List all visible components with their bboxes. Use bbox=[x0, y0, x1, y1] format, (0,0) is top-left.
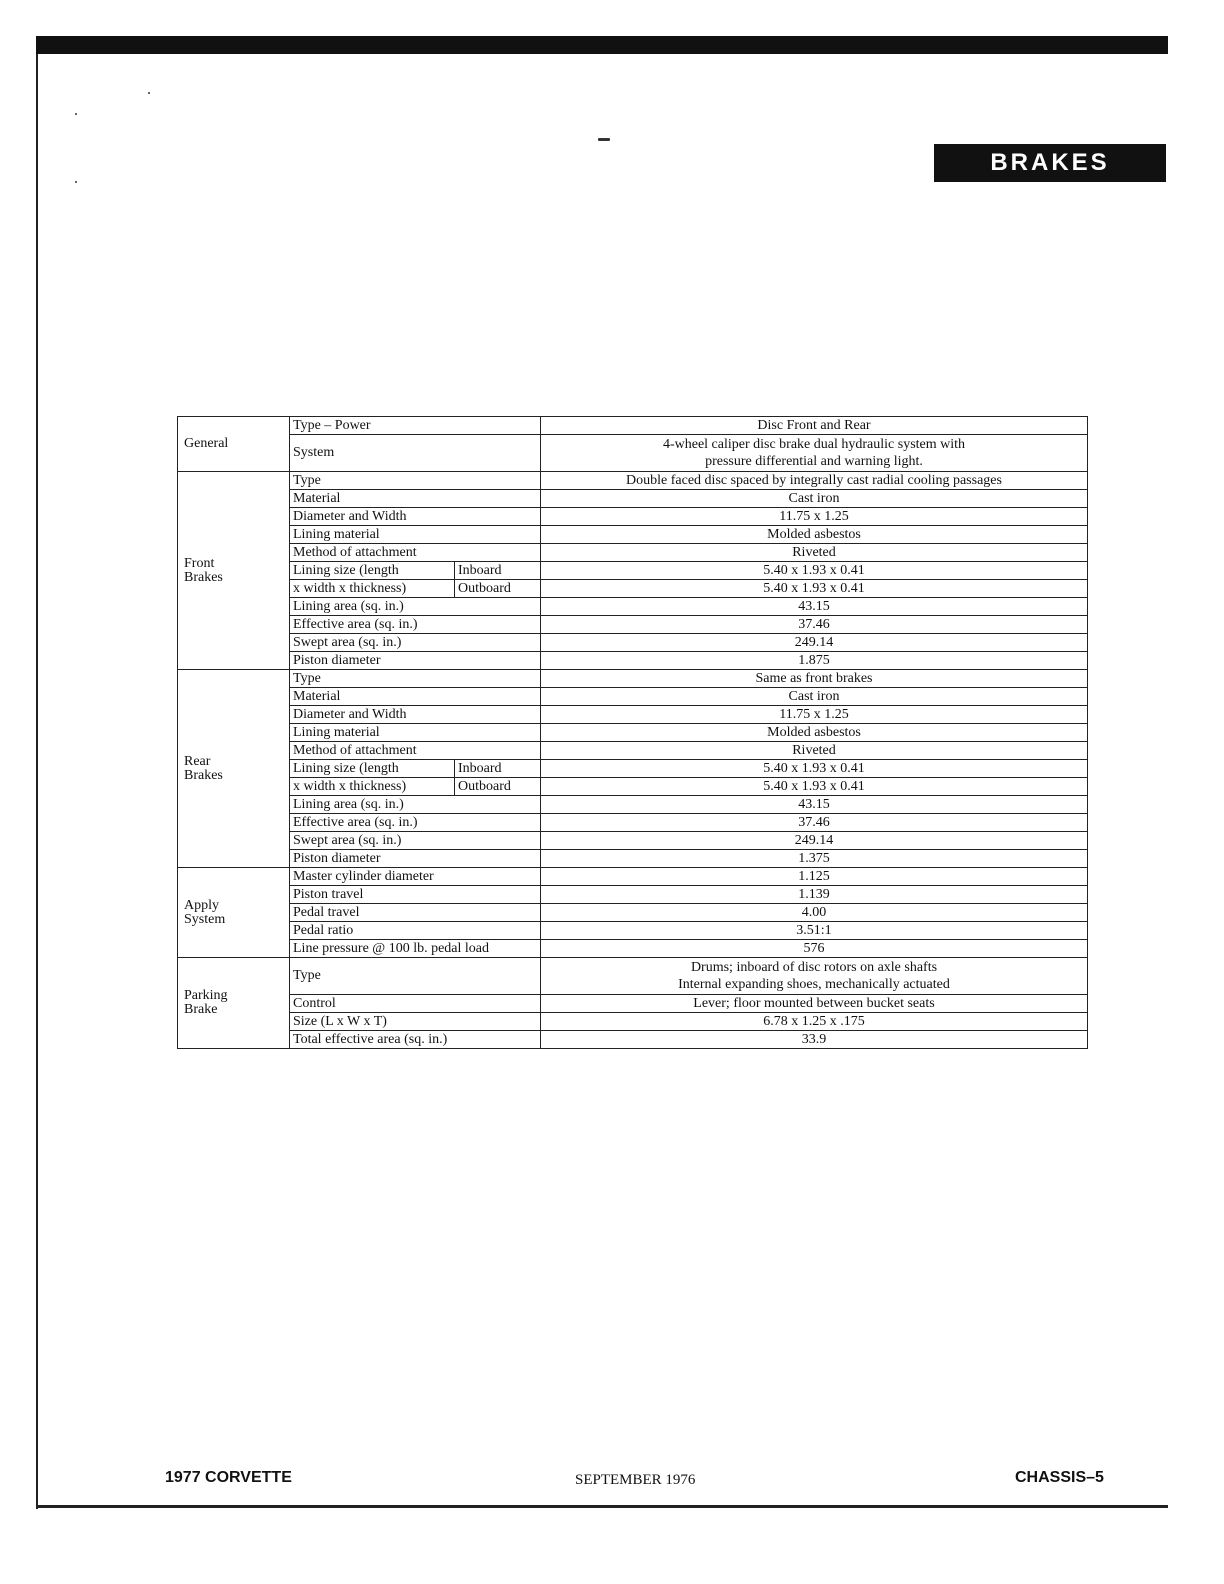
row-value: 43.15 bbox=[541, 796, 1088, 814]
table-row bbox=[178, 688, 1088, 706]
table-row bbox=[178, 958, 1088, 995]
row-label: Swept area (sq. in.) bbox=[290, 634, 541, 652]
table-row bbox=[178, 1031, 1088, 1049]
scan-speck bbox=[75, 113, 77, 115]
row-label: Swept area (sq. in.) bbox=[290, 832, 541, 850]
row-label: Effective area (sq. in.) bbox=[290, 616, 541, 634]
left-margin-rule bbox=[36, 54, 38, 1509]
table-row bbox=[178, 995, 1088, 1013]
table-row bbox=[178, 742, 1088, 760]
table-row bbox=[178, 940, 1088, 958]
table-row bbox=[178, 562, 1088, 580]
table-row bbox=[178, 904, 1088, 922]
group-label-front-brakes: Front Brakes bbox=[178, 472, 290, 670]
bottom-border-rule bbox=[36, 1505, 1168, 1508]
table-row bbox=[178, 814, 1088, 832]
row-label: Lining size (length bbox=[290, 562, 455, 580]
footer-date: SEPTEMBER 1976 bbox=[575, 1472, 696, 1488]
table-row bbox=[178, 634, 1088, 652]
row-label: Lining area (sq. in.) bbox=[290, 796, 541, 814]
table-row bbox=[178, 417, 1088, 435]
row-value: 5.40 x 1.93 x 0.41 bbox=[541, 580, 1088, 598]
table-row bbox=[178, 670, 1088, 688]
row-label: Material bbox=[290, 490, 541, 508]
row-label: Pedal travel bbox=[290, 904, 541, 922]
row-value: 33.9 bbox=[541, 1031, 1088, 1049]
scan-speck bbox=[148, 92, 150, 94]
row-value: 249.14 bbox=[541, 634, 1088, 652]
row-label: Type bbox=[290, 472, 541, 490]
row-value: 6.78 x 1.25 x .175 bbox=[541, 1013, 1088, 1031]
group-label-general: General bbox=[178, 417, 290, 472]
row-label: Piston diameter bbox=[290, 652, 541, 670]
row-label: Size (L x W x T) bbox=[290, 1013, 541, 1031]
scan-speck bbox=[598, 138, 610, 141]
footer-model-year: 1977 CORVETTE bbox=[165, 1469, 292, 1486]
row-label: Type bbox=[290, 670, 541, 688]
row-label: Total effective area (sq. in.) bbox=[290, 1031, 541, 1049]
table-row bbox=[178, 490, 1088, 508]
table-row bbox=[178, 832, 1088, 850]
row-value: 37.46 bbox=[541, 814, 1088, 832]
row-value: Cast iron bbox=[541, 490, 1088, 508]
table-row bbox=[178, 526, 1088, 544]
row-label: Pedal ratio bbox=[290, 922, 541, 940]
row-value: Same as front brakes bbox=[541, 670, 1088, 688]
row-value: Double faced disc spaced by integrally cast radial cooling passages bbox=[541, 472, 1088, 490]
row-label: Diameter and Width bbox=[290, 508, 541, 526]
row-value: Drums; inboard of disc rotors on axle shafts Internal expanding shoes, mechanically actuated bbox=[541, 958, 1088, 995]
row-value: 5.40 x 1.93 x 0.41 bbox=[541, 778, 1088, 796]
row-value: 1.875 bbox=[541, 652, 1088, 670]
row-value: Disc Front and Rear bbox=[541, 417, 1088, 435]
table-row bbox=[178, 850, 1088, 868]
row-label: Type – Power bbox=[290, 417, 541, 435]
row-label: Material bbox=[290, 688, 541, 706]
row-value: 1.139 bbox=[541, 886, 1088, 904]
row-label: Piston diameter bbox=[290, 850, 541, 868]
row-label: Diameter and Width bbox=[290, 706, 541, 724]
row-label: Method of attachment bbox=[290, 544, 541, 562]
table-row bbox=[178, 778, 1088, 796]
row-value: Lever; floor mounted between bucket seats bbox=[541, 995, 1088, 1013]
row-label: Control bbox=[290, 995, 541, 1013]
row-value: 4.00 bbox=[541, 904, 1088, 922]
table-row bbox=[178, 508, 1088, 526]
group-label-apply-system: Apply System bbox=[178, 868, 290, 958]
row-label: Effective area (sq. in.) bbox=[290, 814, 541, 832]
row-sublabel: Outboard bbox=[455, 778, 541, 796]
group-label-rear-brakes: Rear Brakes bbox=[178, 670, 290, 868]
row-value: 1.125 bbox=[541, 868, 1088, 886]
row-value: 11.75 x 1.25 bbox=[541, 706, 1088, 724]
row-value: 43.15 bbox=[541, 598, 1088, 616]
table-row bbox=[178, 886, 1088, 904]
table-row bbox=[178, 724, 1088, 742]
row-label: Lining area (sq. in.) bbox=[290, 598, 541, 616]
row-label: Line pressure @ 100 lb. pedal load bbox=[290, 940, 541, 958]
table-row bbox=[178, 796, 1088, 814]
section-title-tab: BRAKES bbox=[934, 144, 1166, 182]
table-row bbox=[178, 544, 1088, 562]
row-value: 4-wheel caliper disc brake dual hydraulic system with pressure differential and warning light. bbox=[541, 435, 1088, 472]
table-row bbox=[178, 922, 1088, 940]
row-label: x width x thickness) bbox=[290, 580, 455, 598]
row-value: 5.40 x 1.93 x 0.41 bbox=[541, 760, 1088, 778]
row-label: Lining material bbox=[290, 724, 541, 742]
row-value: Cast iron bbox=[541, 688, 1088, 706]
table-row bbox=[178, 580, 1088, 598]
table-row bbox=[178, 435, 1088, 472]
row-sublabel: Inboard bbox=[455, 562, 541, 580]
row-label: Lining size (length bbox=[290, 760, 455, 778]
row-value: Riveted bbox=[541, 544, 1088, 562]
table-row bbox=[178, 1013, 1088, 1031]
row-label: Piston travel bbox=[290, 886, 541, 904]
row-value: 1.375 bbox=[541, 850, 1088, 868]
row-value: 11.75 x 1.25 bbox=[541, 508, 1088, 526]
row-value: 5.40 x 1.93 x 0.41 bbox=[541, 562, 1088, 580]
row-value: 37.46 bbox=[541, 616, 1088, 634]
row-value: 576 bbox=[541, 940, 1088, 958]
table-row bbox=[178, 616, 1088, 634]
row-value: Molded asbestos bbox=[541, 526, 1088, 544]
row-value: 249.14 bbox=[541, 832, 1088, 850]
row-sublabel: Inboard bbox=[455, 760, 541, 778]
row-label: Type bbox=[290, 958, 541, 995]
table-row bbox=[178, 652, 1088, 670]
group-label-parking-brake: Parking Brake bbox=[178, 958, 290, 1049]
brake-specifications-table bbox=[177, 416, 1088, 1049]
top-border-bar bbox=[36, 36, 1168, 54]
row-value: Molded asbestos bbox=[541, 724, 1088, 742]
row-sublabel: Outboard bbox=[455, 580, 541, 598]
row-label: Master cylinder diameter bbox=[290, 868, 541, 886]
row-label: Method of attachment bbox=[290, 742, 541, 760]
row-label: Lining material bbox=[290, 526, 541, 544]
table-row bbox=[178, 706, 1088, 724]
scan-speck bbox=[75, 181, 77, 183]
row-label: System bbox=[290, 435, 541, 472]
table-row bbox=[178, 760, 1088, 778]
row-value: Riveted bbox=[541, 742, 1088, 760]
table-row bbox=[178, 868, 1088, 886]
row-value: 3.51:1 bbox=[541, 922, 1088, 940]
row-label: x width x thickness) bbox=[290, 778, 455, 796]
footer-page-number: CHASSIS–5 bbox=[1015, 1469, 1104, 1486]
table-row bbox=[178, 598, 1088, 616]
table-row bbox=[178, 472, 1088, 490]
